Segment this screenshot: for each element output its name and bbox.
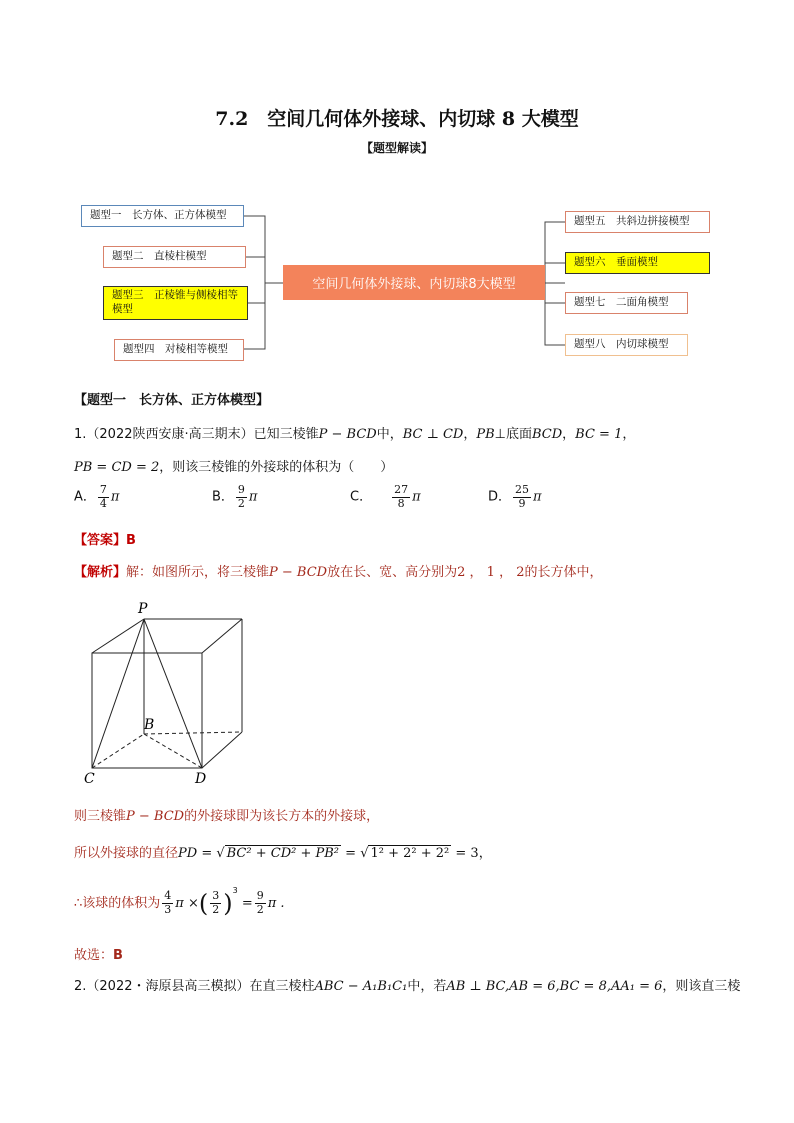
radicand-1: BC² + CD² + PB² (226, 846, 340, 861)
solution-line-2: 所以外接球的直径PD = √ BC² + CD² + PB² = √ 1² + 2² + 2² = 3， (74, 846, 492, 861)
page-title: 7.2 空间几何体外接球、内切球 8 大模型 (215, 108, 579, 130)
question-2-source: 2.（2022・海原县高三模拟）在直三棱柱 (74, 979, 315, 994)
pi-symbol: π (412, 489, 421, 505)
label-d: D (195, 771, 207, 787)
label-b: B (144, 717, 155, 733)
mindmap-node-type1: 题型一 长方体、正方体模型 (81, 205, 244, 227)
perp-base: ⊥底面 (494, 427, 532, 442)
pi-end: π . (267, 896, 285, 911)
pi-symbol: π (110, 489, 120, 505)
solution-line-1: 则三棱锥P − BCD的外接球即为该长方本的外接球， (74, 809, 380, 824)
solution-text: 所以外接球的直径 (74, 846, 179, 861)
label-p: P (138, 601, 148, 617)
option-b[interactable] (212, 484, 257, 510)
exponent: 3 (232, 886, 238, 895)
prism-expr: ABC − A₁B₁C₁ (314, 979, 408, 994)
tetra-expr: P − BCD (318, 427, 377, 442)
pd-label: PD = (178, 846, 213, 861)
choice-value: B (113, 948, 123, 963)
fraction: $\frac{9}{2}$ (256, 889, 264, 916)
option-label: B． (212, 489, 234, 505)
option-label: D． (488, 489, 512, 505)
prism-conditions: AB ⊥ BC,AB = 6,BC = 8,AA₁ = 6 (446, 979, 663, 994)
analysis-text: 放在长、宽、高分别为 (327, 565, 458, 580)
box-dimensions: 2 ， 1 ， 2 (457, 565, 525, 580)
pi-symbol: π (248, 489, 258, 505)
answer-value: B (126, 533, 136, 548)
mindmap-node-type7: 题型七 二面角模型 (565, 292, 688, 314)
text-zhong: 中， (376, 427, 403, 442)
bcd-label: BCD (531, 427, 563, 442)
label-c: C (84, 771, 95, 787)
question-prompt: ，则该三棱锥的外接球的体积为（ ） (159, 460, 394, 475)
option-label: A． (74, 489, 96, 505)
option-a[interactable] (74, 484, 119, 510)
answer-tag: 【答案】 (74, 533, 127, 548)
radicand-2: 1² + 2² + 2² (370, 846, 450, 861)
diameter-result: = 3 (455, 846, 479, 861)
pi-times: π × (175, 896, 199, 911)
mindmap-node-type8: 题型八 内切球模型 (565, 334, 688, 356)
option-c[interactable] (350, 484, 421, 510)
fraction: $\frac{3}{2}$ (212, 889, 220, 916)
page-subtitle: 【题型解读】 (360, 141, 433, 155)
question-1-line-1 (74, 423, 635, 442)
mindmap-node-type6: 题型六 垂面模型 (565, 252, 710, 274)
bc-eq-1: BC = 1 (575, 427, 623, 442)
fraction: $\frac{4}{3}$ (164, 889, 172, 916)
mindmap-center-node: 空间几何体外接球、内切球8大模型 (283, 265, 545, 300)
answer-line (74, 529, 136, 548)
option-d[interactable] (488, 484, 542, 510)
mindmap-node-type5: 题型五 共斜边拼接模型 (565, 211, 710, 233)
cuboid-figure (80, 597, 260, 787)
equals: = (241, 896, 253, 911)
bc-perp-cd: BC ⊥ CD (402, 427, 464, 442)
question-1-line-2 (74, 456, 393, 475)
pb-cd-eq: PB = CD = 2 (74, 460, 160, 475)
analysis-tag: 【解析】 (74, 565, 127, 580)
choice-text: 故选： (74, 948, 114, 963)
equals: = (345, 846, 357, 861)
fraction: $\frac{27}{8}$ (394, 483, 409, 510)
question-number: 1. (74, 427, 87, 442)
comma: ， (463, 427, 477, 442)
mindmap-node-type4: 题型四 对棱相等模型 (114, 339, 244, 361)
solution-text: ∴该球的体积为 (74, 896, 161, 911)
question-2-line-1: 2.（2022・海原县高三模拟）在直三棱柱ABC − A₁B₁C₁中，若AB ⊥ BC,AB = 6,BC = 8,AA₁ = 6，则该直三棱 (74, 979, 741, 994)
comma: ， (622, 427, 636, 442)
pi-symbol: π (533, 489, 542, 505)
tetra-expr: P − BCD (269, 565, 328, 580)
solution-line-3: ∴该球的体积为 $\frac{4}{3}$ π ×( $\frac{3}{2}$ )$^3$ = $\frac{9}{2}$ π . (74, 886, 285, 918)
fraction: $\frac{9}{2}$ (237, 483, 245, 510)
fraction: $\frac{7}{4}$ (99, 483, 107, 510)
mindmap-node-type3: 题型三 正棱锥与侧棱相等模型 (103, 286, 248, 320)
analysis-text: 的长方体中， (524, 565, 603, 580)
left-bracket-line (244, 216, 265, 349)
question-source: （2022陕西安康·高三期末）已知三棱锥 (86, 427, 319, 442)
pb-label: PB (476, 427, 495, 442)
fraction: $\frac{25}{9}$ (515, 483, 530, 510)
mindmap-node-type2: 题型二 直棱柱模型 (103, 246, 246, 268)
analysis-line (74, 561, 602, 580)
section-heading-type1: 【题型一 长方体、正方体模型】 (74, 393, 270, 408)
choice-line (74, 944, 123, 963)
tetra-expr: P − BCD (126, 809, 185, 824)
option-label: C． (350, 489, 373, 505)
analysis-text: 解：如图所示，将三棱锥 (126, 565, 270, 580)
comma: ， (562, 427, 576, 442)
mindmap-connectors (0, 0, 794, 380)
